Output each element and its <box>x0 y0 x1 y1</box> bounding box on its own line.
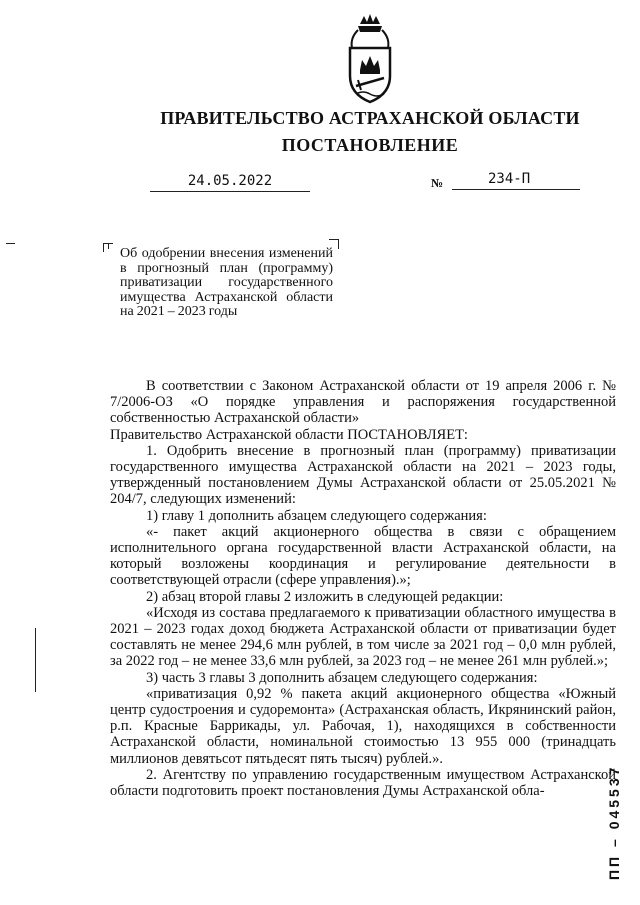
document-subject: Об одобрении внесения изменений в прогнозный план (программу) приватизации государственного имущества Астраханской области на 2021 – 2023 годы <box>120 246 333 319</box>
document-date: 24.05.2022 <box>150 173 310 192</box>
margin-tick <box>6 243 15 244</box>
coat-of-arms-icon <box>344 14 396 104</box>
bracket-left-inner <box>108 243 109 249</box>
body-paragraph: «Исходя из состава предлагаемого к приватизации областного имущества в 2021 – 2023 годах доход бюджета Астраханской области от приватизации будет составлять не менее 294,6 млн рублей, в том числе за 2021 год – 0,0 млн рублей, за 2022 год – не менее 33,6 млн рублей, за 2023 год – не менее 261 млн рублей.»; <box>110 604 616 670</box>
document-number-field <box>452 171 580 190</box>
serial-number: ПП – 045537 <box>606 764 622 880</box>
document-type: ПОСТАНОВЛЕНИЕ <box>281 135 459 155</box>
bracket-right-horizontal <box>329 239 339 240</box>
body-paragraph: 2) абзац второй главы 2 изложить в следующей редакции: <box>146 588 504 605</box>
body-paragraph: 1) главу 1 дополнить абзацем следующего содержания: <box>146 507 487 524</box>
document-number: 234-П <box>488 171 531 187</box>
bracket-left-vertical <box>103 243 104 252</box>
org-title: ПРАВИТЕЛЬСТВО АСТРАХАНСКОЙ ОБЛАСТИ <box>160 108 580 128</box>
bracket-right-vertical <box>338 239 339 249</box>
body-paragraph: 3) часть 3 главы 3 дополнить абзацем следующего содержания: <box>146 669 538 686</box>
body-paragraph: 2. Агентству по управлению государственным имуществом Астраханской области подготовить проект постановления Думы Астраханской обла- <box>110 766 616 800</box>
number-sign: № <box>431 176 444 190</box>
margin-line <box>35 628 36 692</box>
body-paragraph: Правительство Астраханской области ПОСТАНОВЛЯЕТ: <box>110 426 468 443</box>
body-paragraph: В соответствии с Законом Астраханской области от 19 апреля 2006 г. № 7/2006-ОЗ «О порядке управления и распоряжения государственной собственностью Астраханской области» <box>110 378 616 427</box>
body-paragraph: 1. Одобрить внесение в прогнозный план (программу) приватизации государственного имущества Астраханской области на 2021 – 2023 годы, утвержденный постановлением Думы Астраханской области от 25.05.2021 № 204/7, следующих изменений: <box>110 442 616 508</box>
body-paragraph: «- пакет акций акционерного общества в связи с обращением исполнительного органа государственной власти Астраханской области, на который возложены координация и регулирование деятельности в соответствующей отрасли (сфере управления).»; <box>110 523 616 589</box>
body-paragraph: «приватизация 0,92 % пакета акций акционерного общества «Южный центр судостроения и судоремонта» (Астраханская область, Икрянинский район, р.п. Красные Баррикады, ул. Рабочая, 1), находящихся в собственности Астраханской области, номинальной стоимостью 13 955 000 (тринадцать миллионов девятьсот пятьдесят пять тысяч) рублей.». <box>110 685 616 767</box>
document-body <box>110 378 616 799</box>
